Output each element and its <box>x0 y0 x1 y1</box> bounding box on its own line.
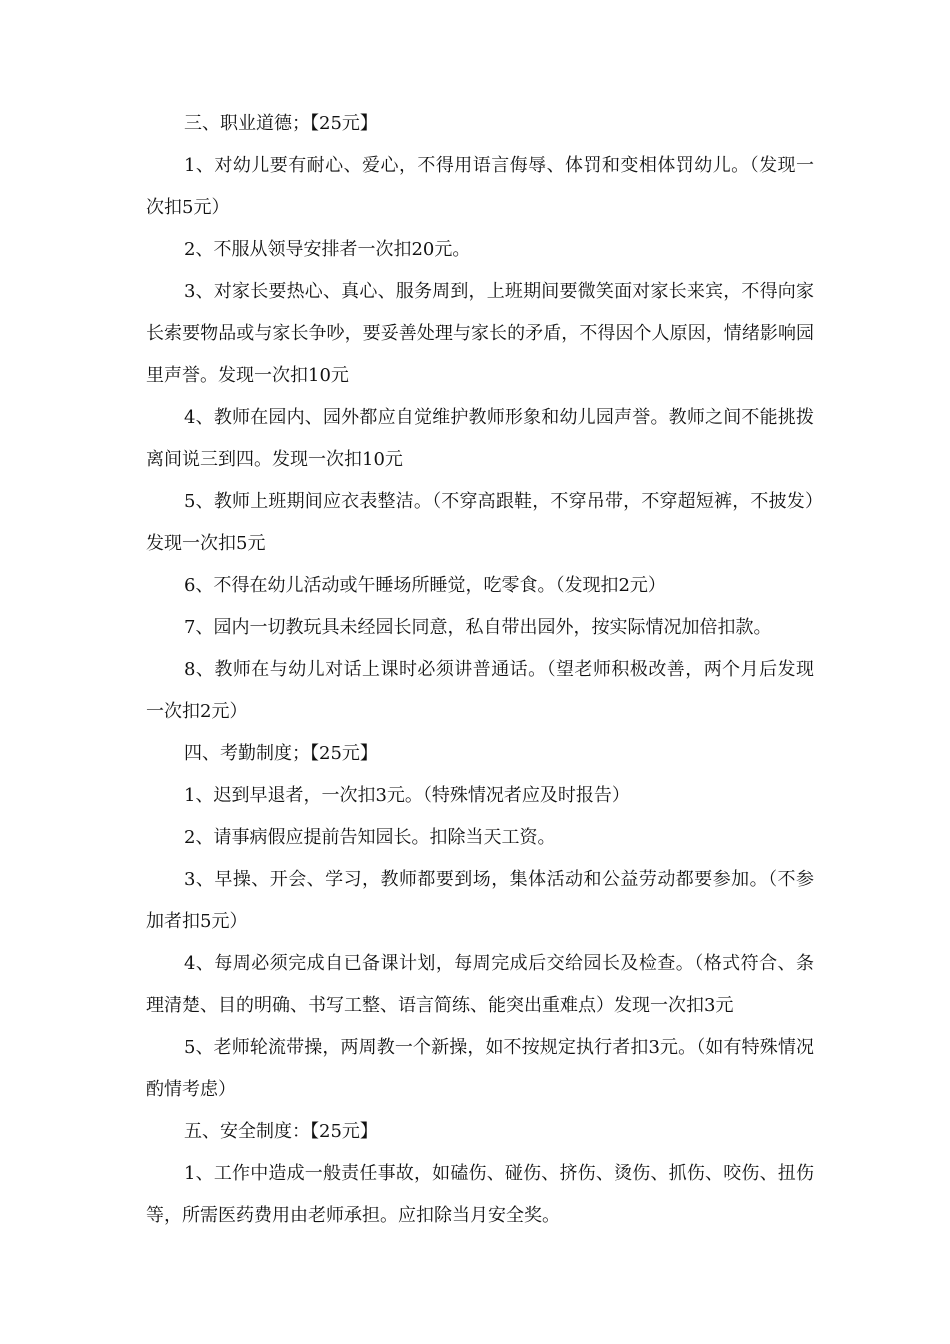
ethics-rule-6: 6、不得在幼儿活动或午睡场所睡觉，吃零食。（发现扣2元） <box>184 575 666 596</box>
attendance-rule-2: 2、请事病假应提前告知园长。扣除当天工资。 <box>184 827 556 848</box>
ethics-rule-8: 8、教师在与幼儿对话上课时必须讲普通话。（望老师积极改善，两个月后发现一次扣2元） <box>146 659 814 722</box>
ethics-rule-3: 3、对家长要热心、真心、服务周到，上班期间要微笑面对家长来宾，不得向家长索要物品或与家长争吵，要妥善处理与家长的矛盾，不得因个人原因，情绪影响园里声誉。发现一次扣10元 <box>146 281 814 386</box>
document-body <box>146 103 814 1237</box>
attendance-rule-4: 4、每周必须完成自已备课计划，每周完成后交给园长及检查。（格式符合、条理清楚、目的明确、书写工整、语言简练、能突出重难点）发现一次扣3元 <box>146 953 814 1016</box>
ethics-rule-5: 5、教师上班期间应衣表整洁。（不穿高跟鞋，不穿吊带，不穿超短裤，不披发）发现一次扣5元 <box>146 491 814 554</box>
ethics-rule-7: 7、园内一切教玩具未经园长同意，私自带出园外，按实际情况加倍扣款。 <box>184 617 772 638</box>
attendance-rule-3: 3、早操、开会、学习，教师都要到场，集体活动和公益劳动都要参加。（不参加者扣5元） <box>146 869 814 932</box>
attendance-rule-1: 1、迟到早退者，一次扣3元。（特殊情况者应及时报告） <box>184 785 630 806</box>
ethics-rule-4: 4、教师在园内、园外都应自觉维护教师形象和幼儿园声誉。教师之间不能挑拨离间说三到四。发现一次扣10元 <box>146 407 814 470</box>
ethics-rule-2: 2、不服从领导安排者一次扣20元。 <box>184 239 471 260</box>
attendance-rule-5: 5、老师轮流带操，两周教一个新操，如不按规定执行者扣3元。（如有特殊情况酌情考虑） <box>146 1037 814 1100</box>
safety-rule-1: 1、工作中造成一般责任事故，如磕伤、碰伤、挤伤、烫伤、抓伤、咬伤、扭伤等，所需医药费用由老师承担。应扣除当月安全奖。 <box>146 1163 814 1226</box>
section-heading-professional-ethics: 三、职业道德；【25元】 <box>184 113 378 134</box>
section-heading-safety: 五、安全制度：【25元】 <box>184 1121 378 1142</box>
section-heading-attendance: 四、考勤制度；【25元】 <box>184 743 378 764</box>
ethics-rule-1: 1、对幼儿要有耐心、爱心，不得用语言侮辱、体罚和变相体罚幼儿。（发现一次扣5元） <box>146 155 814 218</box>
